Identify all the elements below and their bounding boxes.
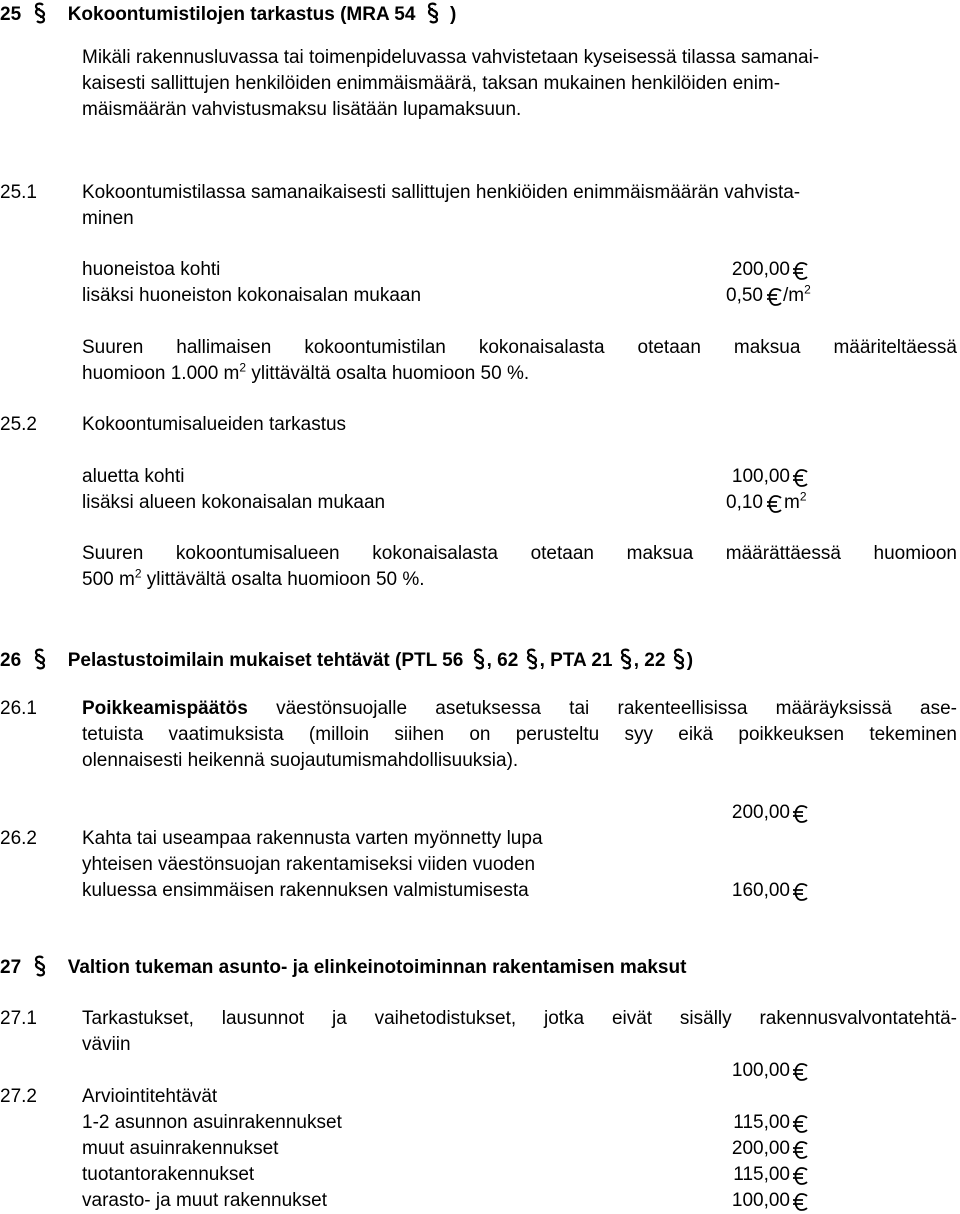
item-text-line: kuluessa ensimmäisen rakennuksen valmistumisesta — [82, 880, 529, 901]
item-text-line: väviin — [82, 1034, 131, 1055]
section-sign-icon — [425, 2, 441, 24]
euro-sign-icon — [793, 469, 809, 487]
item-text-line: tetuista vaatimuksista (milloin siihen on perusteltu syy eikä poikkeuksen tekeminen — [82, 724, 957, 745]
fee-amount: 115,00 — [733, 1164, 790, 1185]
item-text-line: yhteisen väestönsuojan rakentamiseksi viiden vuoden — [82, 854, 536, 875]
item-number: 25.1 — [0, 182, 37, 203]
note-line: Suuren hallimaisen kokoontumistilan kokonaisalasta otetaan maksua määriteltäessä — [82, 337, 957, 358]
euro-sign-icon — [793, 262, 809, 280]
note-text: ylittävältä osalta huomioon 50 %. — [246, 363, 530, 384]
section-number: 25 — [0, 4, 22, 25]
fee-amount: 160,00 — [731, 880, 790, 901]
euro-sign-icon — [793, 1063, 809, 1081]
fee-label: huoneistoa kohti — [82, 259, 221, 280]
section-sign-icon — [471, 648, 487, 670]
fee-label: 1-2 asunnon asuinrakennukset — [82, 1112, 342, 1133]
euro-sign-icon — [793, 1115, 809, 1133]
fee-label: lisäksi alueen kokonaisalan mukaan — [82, 492, 386, 513]
section-title: , 62 — [486, 650, 519, 671]
item-title: Arviointitehtävät — [82, 1086, 218, 1107]
section-number: 27 — [0, 957, 22, 978]
intro-line-1: Mikäli rakennusluvassa tai toimenpideluvassa vahvistetaan kyseisessä tilassa samanai- — [82, 47, 820, 68]
section-sign-icon — [32, 2, 48, 24]
fee-label: varasto- ja muut rakennukset — [82, 1190, 328, 1211]
item-text: väestönsuojalle asetuksessa tai rakenteellisissa määräyksissä ase- — [247, 698, 957, 719]
fee-amount: 100,00 — [731, 1190, 790, 1211]
intro-line-3: mäismäärän vahvistusmaksu lisätään lupamaksuun. — [82, 99, 522, 120]
fee-label: lisäksi huoneiston kokonaisalan mukaan — [82, 285, 422, 306]
section-title: Pelastustoimilain mukaiset tehtävät (PTL 56 — [67, 650, 464, 671]
fee-amount: 0,50 — [726, 285, 763, 306]
item-text-line: olennaisesti heikennä suojautumismahdollisuuksia). — [82, 750, 519, 771]
section-title: , PTA 21 — [539, 650, 613, 671]
section-27-heading — [0, 955, 686, 981]
note-line: Suuren kokoontumisalueen kokonaisalasta otetaan maksua määrättäessä huomioon — [82, 543, 957, 564]
euro-sign-icon — [793, 883, 809, 901]
euro-sign-icon — [793, 1193, 809, 1211]
section-sign-icon — [32, 955, 48, 977]
item-number: 25.2 — [0, 414, 37, 435]
item-text-line: minen — [82, 208, 134, 229]
item-number: 26.1 — [0, 698, 37, 719]
fee-amount: 115,00 — [733, 1112, 790, 1133]
fee-unit — [783, 283, 811, 309]
item-title: Kokoontumisalueiden tarkastus — [82, 414, 347, 435]
fee-amount: 0,10 — [726, 492, 763, 513]
euro-sign-icon — [793, 1141, 809, 1159]
fee-label: muut asuinrakennukset — [82, 1138, 279, 1159]
section-title: , 22 — [633, 650, 666, 671]
section-sign-icon — [32, 648, 48, 670]
item-text-line — [82, 696, 957, 722]
item-text-line: Kahta tai useampaa rakennusta varten myönnetty lupa — [82, 828, 543, 849]
euro-sign-icon — [767, 495, 783, 513]
note-text: 500 m — [82, 569, 135, 590]
euro-sign-icon — [767, 288, 783, 306]
note-line — [82, 567, 425, 593]
euro-sign-icon — [793, 1167, 809, 1185]
item-number: 27.2 — [0, 1086, 37, 1107]
intro-line-2: kaisesti sallittujen henkilöiden enimmäismäärä, taksan mukainen henkilöiden enim- — [82, 73, 781, 94]
item-text-line: Tarkastukset, lausunnot ja vaihetodistukset, jotka eivät sisälly rakennusvalvontatehtä- — [82, 1008, 957, 1029]
note-superscript: 2 — [134, 566, 142, 581]
fee-label: aluetta kohti — [82, 466, 185, 487]
note-text: huomioon 1.000 m — [82, 363, 240, 384]
fee-label: tuotantorakennukset — [82, 1164, 255, 1185]
unit-text: m — [784, 492, 800, 513]
note-line — [82, 361, 529, 387]
section-title: ) — [686, 650, 694, 671]
section-sign-icon — [524, 648, 540, 670]
fee-unit — [784, 490, 807, 516]
note-text: ylittävältä osalta huomioon 50 %. — [141, 569, 425, 590]
fee-amount: 100,00 — [731, 466, 790, 487]
section-26-heading — [0, 648, 693, 674]
unit-superscript: 2 — [804, 282, 811, 297]
unit-text: /m — [783, 285, 805, 306]
fee-amount: 200,00 — [731, 259, 790, 280]
section-25-heading — [0, 2, 456, 28]
fee-amount: 200,00 — [731, 802, 790, 823]
euro-sign-icon — [793, 805, 809, 823]
section-number: 26 — [0, 650, 22, 671]
unit-superscript: 2 — [799, 489, 807, 504]
item-number: 27.1 — [0, 1008, 37, 1029]
section-title: Kokoontumistilojen tarkastus (MRA 54 — [67, 4, 416, 25]
item-number: 26.2 — [0, 828, 37, 849]
section-title: Valtion tukeman asunto- ja elinkeinotoiminnan rakentamisen maksut — [67, 957, 687, 978]
note-superscript: 2 — [239, 360, 247, 375]
fee-amount: 200,00 — [731, 1138, 790, 1159]
decision-term: Poikkeamispäätös — [82, 698, 248, 719]
section-sign-icon — [618, 648, 634, 670]
fee-amount: 100,00 — [731, 1060, 790, 1081]
item-text-line: Kokoontumistilassa samanaikaisesti sallittujen henkiöiden enimmäismäärän vahvista- — [82, 182, 801, 203]
section-title-close: ) — [449, 4, 457, 25]
section-sign-icon — [671, 648, 687, 670]
